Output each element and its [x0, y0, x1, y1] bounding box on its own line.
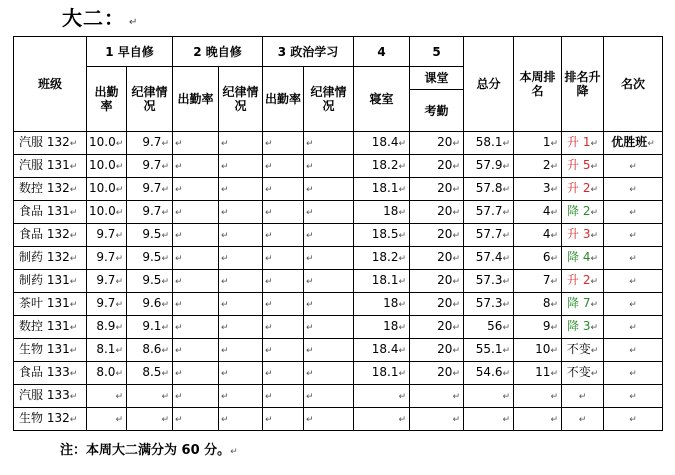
cell-dorm: 18.1↵ — [354, 270, 410, 293]
cell-att: 8.0↵ — [87, 362, 127, 385]
cell-change: 升 2↵ — [562, 178, 604, 201]
cell-empty: ↵ — [304, 362, 354, 385]
cell-change: 降 3↵ — [562, 316, 604, 339]
cell-empty: ↵ — [219, 408, 263, 431]
header-class-attendance: 考勤 — [410, 90, 464, 132]
header-col5-num: 5 — [410, 37, 464, 67]
cell-dorm: ↵ — [354, 385, 410, 408]
cell-empty: ↵ — [173, 293, 219, 316]
header-col4: 4 — [354, 37, 410, 67]
header-discipline-1: 纪律情况 — [127, 67, 173, 132]
score-table — [13, 36, 663, 431]
cell-change: 降 4↵ — [562, 247, 604, 270]
cell-empty: ↵ — [304, 270, 354, 293]
cell-empty: ↵ — [219, 155, 263, 178]
cell-kq: 20↵ — [410, 224, 464, 247]
header-week-rank: 本周排名 — [514, 37, 562, 132]
cell-rank: 4↵ — [514, 224, 562, 247]
cell-cls: 生物 131↵ — [14, 339, 87, 362]
cell-cls: 汽服 133↵ — [14, 385, 87, 408]
cell-place: ↵ — [604, 178, 663, 201]
cell-change: 降 7↵ — [562, 293, 604, 316]
cell-empty: ↵ — [219, 224, 263, 247]
cell-change: ↵ — [562, 408, 604, 431]
header-political-study: 3 政治学习 — [263, 37, 354, 67]
cell-att: 9.7↵ — [87, 224, 127, 247]
cell-empty: ↵ — [219, 132, 263, 155]
cell-kq: 20↵ — [410, 316, 464, 339]
header-attendance-2: 出勤率 — [173, 67, 219, 132]
cell-total: 57.3↵ — [464, 293, 514, 316]
cell-change: 降 2↵ — [562, 201, 604, 224]
cell-disc: 9.7↵ — [127, 178, 173, 201]
cell-disc: 9.7↵ — [127, 132, 173, 155]
cell-empty: ↵ — [263, 339, 304, 362]
cell-rank: 7↵ — [514, 270, 562, 293]
cell-att: ↵ — [87, 385, 127, 408]
cell-place: 优胜班↵ — [604, 132, 663, 155]
cell-empty: ↵ — [173, 408, 219, 431]
cell-disc: 9.7↵ — [127, 155, 173, 178]
cell-empty: ↵ — [263, 155, 304, 178]
cell-empty: ↵ — [263, 201, 304, 224]
cell-kq: 20↵ — [410, 293, 464, 316]
cell-dorm: 18↵ — [354, 316, 410, 339]
table-row — [14, 293, 663, 316]
header-discipline-3: 纪律情况 — [304, 67, 354, 132]
cell-total: 57.7↵ — [464, 201, 514, 224]
cell-empty: ↵ — [173, 362, 219, 385]
cell-cls: 数控 131↵ — [14, 316, 87, 339]
cell-place: ↵ — [604, 247, 663, 270]
cell-change: 不变↵ — [562, 362, 604, 385]
cell-change: ↵ — [562, 385, 604, 408]
cell-kq: ↵ — [410, 408, 464, 431]
cell-rank: ↵ — [514, 385, 562, 408]
cell-empty: ↵ — [304, 178, 354, 201]
cell-disc: 9.5↵ — [127, 247, 173, 270]
header-classroom: 课堂 — [410, 67, 464, 90]
cell-empty: ↵ — [173, 339, 219, 362]
cell-att: 9.7↵ — [87, 270, 127, 293]
cell-kq: ↵ — [410, 385, 464, 408]
cell-dorm: 18.5↵ — [354, 224, 410, 247]
cell-change: 升 1↵ — [562, 132, 604, 155]
table-row — [14, 362, 663, 385]
table-row — [14, 408, 663, 431]
cell-place: ↵ — [604, 339, 663, 362]
cell-empty: ↵ — [304, 155, 354, 178]
cell-att: 10.0↵ — [87, 201, 127, 224]
cell-rank: 8↵ — [514, 293, 562, 316]
cell-empty: ↵ — [263, 408, 304, 431]
cell-dorm: 18.2↵ — [354, 155, 410, 178]
cell-empty: ↵ — [219, 247, 263, 270]
cell-change: 升 2↵ — [562, 270, 604, 293]
cell-att: 9.7↵ — [87, 247, 127, 270]
cell-rank: 3↵ — [514, 178, 562, 201]
cell-att: 10.0↵ — [87, 155, 127, 178]
cell-empty: ↵ — [304, 224, 354, 247]
cell-dorm: ↵ — [354, 408, 410, 431]
cell-dorm: 18↵ — [354, 293, 410, 316]
cell-disc: 9.5↵ — [127, 224, 173, 247]
cell-cls: 汽服 131↵ — [14, 155, 87, 178]
cell-empty: ↵ — [219, 178, 263, 201]
cell-total: 55.1↵ — [464, 339, 514, 362]
cell-disc: 8.5↵ — [127, 362, 173, 385]
header-morning-study: 1 早自修 — [87, 37, 173, 67]
cell-disc: 9.5↵ — [127, 270, 173, 293]
cell-total: 56↵ — [464, 316, 514, 339]
cell-rank: 9↵ — [514, 316, 562, 339]
cell-kq: 20↵ — [410, 155, 464, 178]
cell-place: ↵ — [604, 155, 663, 178]
cell-empty: ↵ — [263, 270, 304, 293]
header-place: 名次 — [604, 37, 663, 132]
cell-empty: ↵ — [219, 385, 263, 408]
cell-place: ↵ — [604, 293, 663, 316]
cell-total: 54.6↵ — [464, 362, 514, 385]
cell-dorm: 18.1↵ — [354, 362, 410, 385]
cell-empty: ↵ — [173, 224, 219, 247]
cell-empty: ↵ — [263, 178, 304, 201]
cell-att: 8.9↵ — [87, 316, 127, 339]
cell-total: ↵ — [464, 408, 514, 431]
cell-empty: ↵ — [263, 362, 304, 385]
cell-total: 57.4↵ — [464, 247, 514, 270]
cell-empty: ↵ — [304, 339, 354, 362]
cell-att: 10.0↵ — [87, 178, 127, 201]
cell-rank: 2↵ — [514, 155, 562, 178]
cell-kq: 20↵ — [410, 132, 464, 155]
cell-empty: ↵ — [173, 178, 219, 201]
cell-cls: 茶叶 131↵ — [14, 293, 87, 316]
cell-empty: ↵ — [263, 224, 304, 247]
table-row — [14, 201, 663, 224]
cell-kq: 20↵ — [410, 362, 464, 385]
table-row — [14, 178, 663, 201]
cell-disc: 9.6↵ — [127, 293, 173, 316]
cell-total: 57.7↵ — [464, 224, 514, 247]
cell-cls: 制药 131↵ — [14, 270, 87, 293]
cell-cls: 制药 132↵ — [14, 247, 87, 270]
cell-empty: ↵ — [263, 316, 304, 339]
table-row — [14, 385, 663, 408]
cell-change: 升 5↵ — [562, 155, 604, 178]
cell-cls: 汽服 132↵ — [14, 132, 87, 155]
cell-kq: 20↵ — [410, 201, 464, 224]
cell-att: 10.0↵ — [87, 132, 127, 155]
cell-empty: ↵ — [304, 408, 354, 431]
cell-cls: 食品 133↵ — [14, 362, 87, 385]
table-row — [14, 339, 663, 362]
header-total: 总分 — [464, 37, 514, 132]
header-evening-study: 2 晚自修 — [173, 37, 263, 67]
table-row — [14, 247, 663, 270]
cell-empty: ↵ — [173, 132, 219, 155]
cell-total: 57.8↵ — [464, 178, 514, 201]
cell-place: ↵ — [604, 270, 663, 293]
page-title: 大二： ↵ — [62, 6, 139, 30]
cell-place: ↵ — [604, 316, 663, 339]
cell-empty: ↵ — [173, 270, 219, 293]
cell-empty: ↵ — [173, 385, 219, 408]
cell-dorm: 18↵ — [354, 201, 410, 224]
cell-place: ↵ — [604, 362, 663, 385]
cell-empty: ↵ — [219, 270, 263, 293]
cell-empty: ↵ — [304, 201, 354, 224]
cell-cls: 数控 132↵ — [14, 178, 87, 201]
cell-empty: ↵ — [263, 293, 304, 316]
cell-place: ↵ — [604, 224, 663, 247]
cell-empty: ↵ — [263, 385, 304, 408]
table-row — [14, 316, 663, 339]
cell-dorm: 18.4↵ — [354, 339, 410, 362]
cell-disc: 9.1↵ — [127, 316, 173, 339]
cell-empty: ↵ — [219, 316, 263, 339]
cell-total: ↵ — [464, 385, 514, 408]
cell-place: ↵ — [604, 408, 663, 431]
table-row — [14, 270, 663, 293]
table-row — [14, 224, 663, 247]
cell-place: ↵ — [604, 385, 663, 408]
cell-rank: 11↵ — [514, 362, 562, 385]
footnote: 注：本周大二满分为 60 分。↵ — [60, 443, 238, 458]
cell-total: 58.1↵ — [464, 132, 514, 155]
cell-disc: ↵ — [127, 408, 173, 431]
cell-cls: 生物 132↵ — [14, 408, 87, 431]
header-rank-change: 排名升降 — [562, 37, 604, 132]
cell-change: 不变↵ — [562, 339, 604, 362]
cell-empty: ↵ — [304, 293, 354, 316]
cell-empty: ↵ — [304, 247, 354, 270]
cell-dorm: 18.1↵ — [354, 178, 410, 201]
cell-rank: 4↵ — [514, 201, 562, 224]
cell-disc: ↵ — [127, 385, 173, 408]
cell-empty: ↵ — [219, 339, 263, 362]
cell-empty: ↵ — [173, 247, 219, 270]
cell-disc: 9.7↵ — [127, 201, 173, 224]
cell-empty: ↵ — [304, 385, 354, 408]
cell-cls: 食品 131↵ — [14, 201, 87, 224]
cell-empty: ↵ — [219, 293, 263, 316]
cell-total: 57.3↵ — [464, 270, 514, 293]
cell-empty: ↵ — [173, 155, 219, 178]
cell-att: 9.7↵ — [87, 293, 127, 316]
header-dorm: 寝室 — [354, 67, 410, 132]
cell-empty: ↵ — [263, 247, 304, 270]
cell-rank: 6↵ — [514, 247, 562, 270]
header-discipline-2: 纪律情况 — [219, 67, 263, 132]
cell-rank: 10↵ — [514, 339, 562, 362]
cell-place: ↵ — [604, 201, 663, 224]
cell-rank: ↵ — [514, 408, 562, 431]
cell-empty: ↵ — [263, 132, 304, 155]
cell-change: 升 3↵ — [562, 224, 604, 247]
table-row — [14, 155, 663, 178]
cell-att: ↵ — [87, 408, 127, 431]
cell-cls: 食品 132↵ — [14, 224, 87, 247]
cell-kq: 20↵ — [410, 178, 464, 201]
cell-empty: ↵ — [219, 201, 263, 224]
cell-total: 57.9↵ — [464, 155, 514, 178]
cell-kq: 20↵ — [410, 270, 464, 293]
cell-empty: ↵ — [304, 316, 354, 339]
header-attendance-1: 出勤率 — [87, 67, 127, 132]
cell-att: 8.1↵ — [87, 339, 127, 362]
cell-empty: ↵ — [304, 132, 354, 155]
cell-kq: 20↵ — [410, 339, 464, 362]
cell-kq: 20↵ — [410, 247, 464, 270]
cell-empty: ↵ — [219, 362, 263, 385]
cell-disc: 8.6↵ — [127, 339, 173, 362]
cell-empty: ↵ — [173, 201, 219, 224]
header-attendance-3: 出勤率 — [263, 67, 304, 132]
cell-rank: 1↵ — [514, 132, 562, 155]
header-class: 班级 — [14, 37, 87, 132]
table-row — [14, 132, 663, 155]
cell-empty: ↵ — [173, 316, 219, 339]
cell-dorm: 18.2↵ — [354, 247, 410, 270]
cell-dorm: 18.4↵ — [354, 132, 410, 155]
